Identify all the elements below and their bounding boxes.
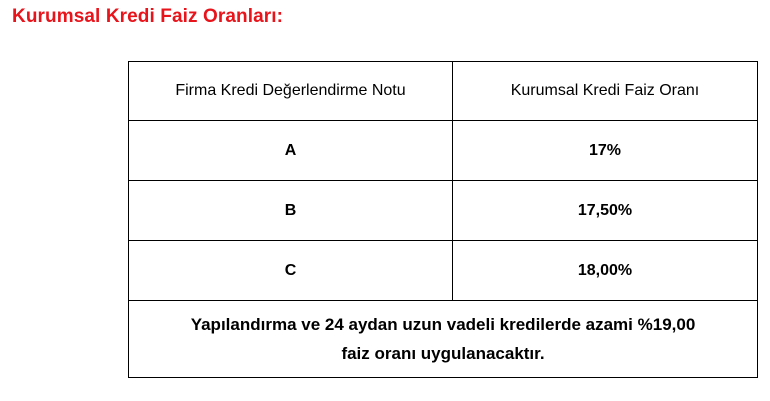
footnote-row: [129, 301, 758, 378]
grade-cell: C: [129, 241, 453, 301]
footnote-cell: [129, 301, 758, 378]
rate-cell: 17%: [453, 121, 758, 181]
table-row: [129, 241, 758, 301]
table-row: [129, 121, 758, 181]
header-credit-grade: Firma Kredi Değerlendirme Notu: [129, 62, 453, 121]
table-row: [129, 181, 758, 241]
grade-cell: A: [129, 121, 453, 181]
footnote-line-1: Yapılandırma ve 24 aydan uzun vadeli kredilerde azami %19,00: [190, 315, 696, 334]
rate-cell: 17,50%: [453, 181, 758, 241]
page-title: Kurumsal Kredi Faiz Oranları:: [12, 6, 284, 27]
rate-cell: 18,00%: [453, 241, 758, 301]
table-header-row: [129, 62, 758, 121]
grade-cell: B: [129, 181, 453, 241]
interest-rate-table: [128, 61, 758, 378]
footnote-line-2: faiz oranı uygulanacaktır.: [341, 344, 545, 363]
header-interest-rate: Kurumsal Kredi Faiz Oranı: [453, 62, 758, 121]
